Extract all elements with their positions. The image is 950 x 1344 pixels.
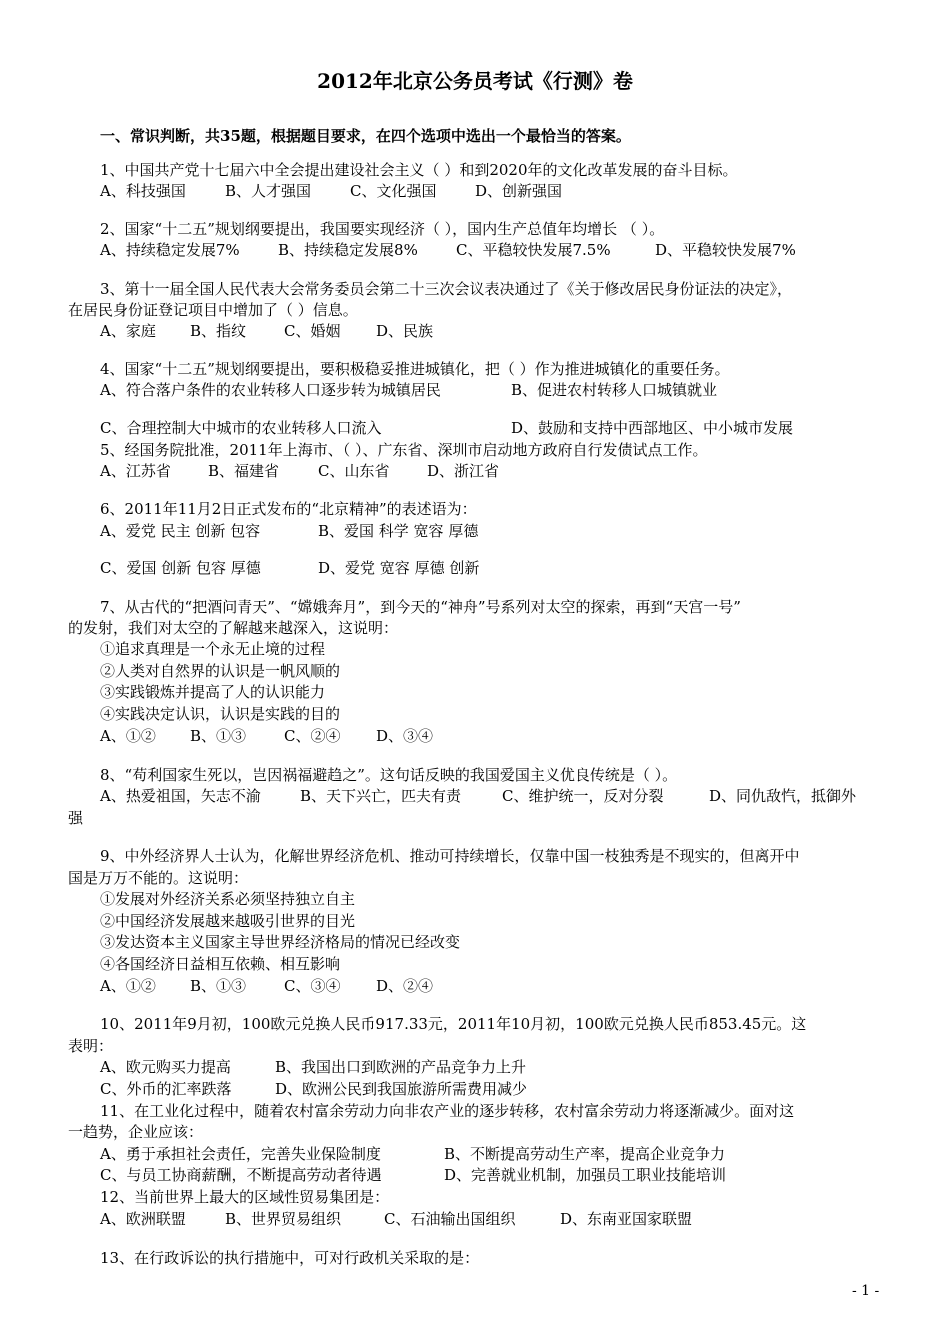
option-d: D、爱党 宽容 厚德 创新: [318, 559, 480, 577]
question-5-stem: 5、经国务院批准，2011年上海市、（ ）、广东省、深圳市启动地方政府自行发债试点工作。: [100, 441, 708, 459]
option-c: C、外币的汇率跌落: [100, 1080, 232, 1098]
option-d: D、东南亚国家联盟: [560, 1210, 693, 1228]
section-heading: 一、常识判断，共35题，根据题目要求，在四个选项中选出一个最恰当的答案。: [100, 127, 631, 145]
statement-2: ②人类对自然界的认识是一帆风顺的: [100, 662, 341, 680]
question-13-stem: 13、在行政诉讼的执行措施中，可对行政机关采取的是：: [100, 1249, 480, 1267]
option-a: A、勇于承担社会责任，完善失业保险制度: [100, 1145, 381, 1163]
option-b: B、福建省: [208, 462, 280, 480]
question-10-stem: 10、2011年9月初，100欧元兑换人民币917.33元，2011年10月初，100欧元兑换人民币853.45元。这: [100, 1015, 807, 1033]
option-a: A、爱党 民主 创新 包容: [100, 522, 261, 540]
question-12-stem: 12、当前世界上最大的区域性贸易集团是：: [100, 1188, 390, 1206]
option-b: B、人才强国: [225, 182, 312, 200]
option-a: A、家庭: [100, 322, 156, 340]
question-8-stem: 8、“苟利国家生死以，岂因祸福避趋之”。这句话反映的我国爱国主义优良传统是（ ）。: [100, 766, 678, 784]
document-title: 2012年北京公务员考试《行测》卷: [317, 69, 633, 93]
option-b: B、世界贸易组织: [225, 1210, 342, 1228]
option-d: D、同仇敌忾，抵御外: [709, 787, 857, 805]
question-2-stem: 2、国家“十二五”规划纲要提出，我国要实现经济（ ），国内生产总值年均增长 （ ）。: [100, 220, 665, 238]
option-c: C、平稳较快发展7.5%: [456, 241, 611, 259]
option-d: D、民族: [376, 322, 434, 340]
option-d: D、平稳较快发展7%: [655, 241, 796, 259]
option-b: B、指纹: [190, 322, 247, 340]
option-b: B、我国出口到欧洲的产品竞争力上升: [275, 1058, 527, 1076]
option-c: C、石油输出国组织: [384, 1210, 516, 1228]
question-9-stem: 9、中外经济界人士认为，化解世界经济危机、推动可持续增长，仅靠中国一枝独秀是不现实的，但离开中: [100, 847, 800, 865]
option-b: B、①③: [190, 727, 247, 745]
statement-2: ②中国经济发展越来越吸引世界的目光: [100, 912, 356, 930]
statement-3: ③实践锻炼并提高了人的认识能力: [100, 683, 326, 701]
statement-1: ①追求真理是一个永无止境的过程: [100, 640, 326, 658]
option-d: D、②④: [376, 977, 434, 995]
option-a: A、符合落户条件的农业转移人口逐步转为城镇居民: [100, 381, 441, 399]
option-c: C、与员工协商薪酬，不断提高劳动者待遇: [100, 1166, 382, 1184]
question-9-stem-cont: 国是万万不能的。这说明：: [68, 869, 249, 887]
option-d: D、欧洲公民到我国旅游所需费用减少: [275, 1080, 528, 1098]
option-a: A、持续稳定发展7%: [100, 241, 240, 259]
option-b: B、①③: [190, 977, 247, 995]
statement-3: ③发达资本主义国家主导世界经济格局的情况已经改变: [100, 933, 461, 951]
option-a: A、欧元购买力提高: [100, 1058, 231, 1076]
statement-1: ①发展对外经济关系必须坚持独立自主: [100, 890, 356, 908]
question-11-stem: 11、在工业化过程中，随着农村富余劳动力向非农产业的逐步转移，农村富余劳动力将逐渐减少。面对这: [100, 1102, 795, 1120]
option-a: A、①②: [100, 727, 156, 745]
question-1-stem: 1、中国共产党十七届六中全会提出建设社会主义（ ）和到2020年的文化改革发展的奋斗目标。: [100, 161, 738, 179]
statement-4: ④实践决定认识，认识是实践的目的: [100, 705, 341, 723]
option-a: A、欧洲联盟: [100, 1210, 186, 1228]
question-6-stem: 6、2011年11月2日正式发布的“北京精神”的表述语为：: [100, 500, 477, 518]
option-d: D、完善就业机制，加强员工职业技能培训: [444, 1166, 727, 1184]
option-c: C、婚姻: [284, 322, 341, 340]
option-c: C、③④: [284, 977, 341, 995]
option-b: B、不断提高劳动生产率，提高企业竞争力: [444, 1145, 726, 1163]
page-number: - 1 -: [852, 1283, 880, 1299]
option-b: B、持续稳定发展8%: [278, 241, 418, 259]
option-d: D、③④: [376, 727, 434, 745]
question-10-stem-cont: 表明：: [68, 1037, 114, 1055]
option-b: B、促进农村转移人口城镇就业: [511, 381, 718, 399]
option-a: A、热爱祖国，矢志不渝: [100, 787, 261, 805]
statement-4: ④各国经济日益相互依赖、相互影响: [100, 955, 341, 973]
option-a: A、①②: [100, 977, 156, 995]
option-c: C、山东省: [318, 462, 390, 480]
option-c: C、文化强国: [350, 182, 437, 200]
option-d: D、浙江省: [427, 462, 500, 480]
option-a: A、江苏省: [100, 462, 171, 480]
option-c: C、合理控制大中城市的农业转移人口流入: [100, 419, 382, 437]
option-d: D、创新强国: [475, 182, 563, 200]
option-c: C、②④: [284, 727, 341, 745]
option-a: A、科技强国: [100, 182, 186, 200]
question-3-stem-cont: 在居民身份证登记项目中增加了（ ）信息。: [68, 301, 358, 319]
option-d: D、鼓励和支持中西部地区、中小城市发展: [511, 419, 794, 437]
question-3-stem: 3、第十一届全国人民代表大会常务委员会第二十三次会议表决通过了《关于修改居民身份证法的决定》，: [100, 280, 793, 298]
option-b: B、天下兴亡，匹夫有责: [300, 787, 462, 805]
option-c: C、维护统一，反对分裂: [502, 787, 664, 805]
question-11-stem-cont: 一趋势，企业应该：: [68, 1123, 204, 1141]
question-8-wrap: 强: [68, 809, 84, 827]
question-4-stem: 4、国家“十二五”规划纲要提出，要积极稳妥推进城镇化，把（ ）作为推进城镇化的重要任务。: [100, 360, 730, 378]
question-7-stem: 7、从古代的“把酒问青天”、“嫦娥奔月”，到今天的“神舟”号系列对太空的探索，再到“天宫一号”: [100, 598, 741, 616]
option-c: C、爱国 创新 包容 厚德: [100, 559, 261, 577]
option-b: B、爱国 科学 宽容 厚德: [318, 522, 479, 540]
question-7-stem-cont: 的发射，我们对太空的了解越来越深入，这说明：: [68, 619, 399, 637]
